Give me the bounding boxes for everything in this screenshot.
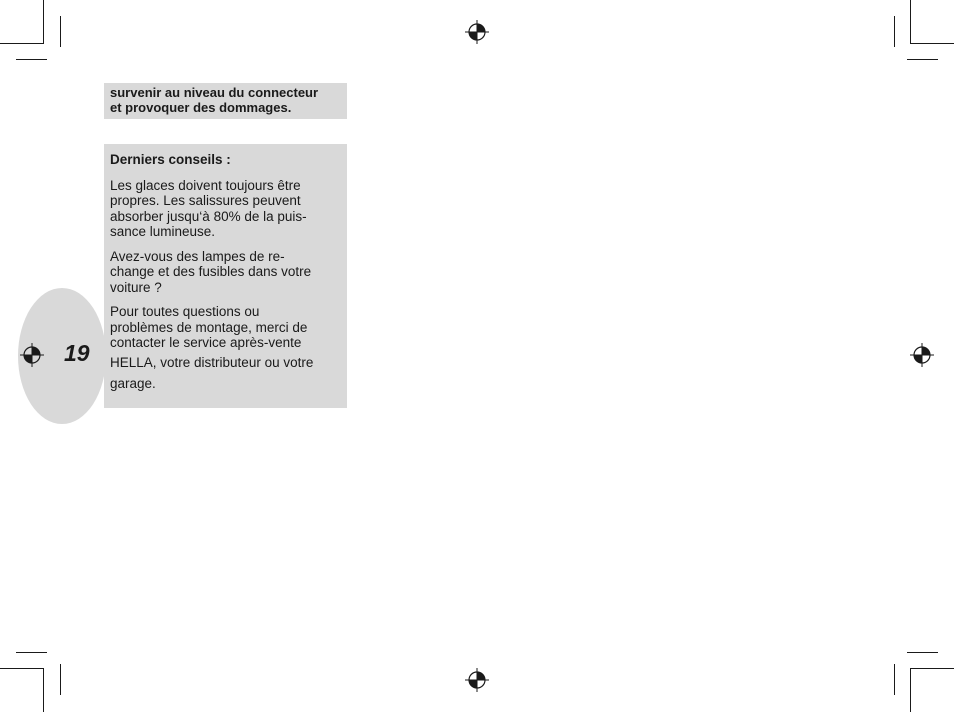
crop-mark [0, 43, 44, 44]
tip-paragraph [110, 249, 337, 296]
tip-paragraph [110, 178, 337, 240]
crop-mark [910, 668, 954, 669]
registration-mark-icon [20, 343, 44, 367]
crop-mark [43, 0, 44, 44]
crop-mark [907, 59, 938, 60]
text-line: voiture ? [110, 279, 162, 295]
registration-mark-icon [465, 20, 489, 44]
crop-mark [60, 16, 61, 47]
registration-mark-icon [465, 668, 489, 692]
text-line: Pour toutes questions ou [110, 304, 260, 319]
crop-mark [907, 652, 938, 653]
text-line: Avez-vous des lampes de re- [110, 248, 285, 264]
tips-heading: Derniers conseils : [110, 152, 231, 167]
crop-mark [16, 59, 47, 60]
crop-mark [910, 43, 954, 44]
text-line: change et des fusibles dans votre [110, 264, 312, 279]
crop-mark [894, 664, 895, 695]
warning-box [104, 83, 347, 119]
crop-mark [0, 668, 44, 669]
crop-mark [43, 668, 44, 712]
text-line: contacter le service après-vente [110, 335, 302, 350]
text-line: HELLA, votre distributeur ou votre [110, 354, 314, 370]
registration-mark-icon [910, 343, 934, 367]
text-line: propres. Les salissures peuvent [110, 193, 301, 208]
crop-mark [16, 652, 47, 653]
warning-line: survenir au niveau du connecteur [110, 85, 319, 100]
text-line: absorber jusqu‘à 80% de la puis- [110, 208, 307, 224]
crop-mark [910, 0, 911, 44]
crop-mark [910, 668, 911, 712]
text-line: Les glaces doivent toujours être [110, 177, 301, 193]
page-number: 19 [64, 340, 90, 366]
crop-mark [60, 664, 61, 695]
text-line: sance lumineuse. [110, 224, 216, 239]
text-line: garage. [110, 375, 156, 391]
tips-box [104, 144, 347, 408]
tip-paragraph [110, 304, 337, 393]
text-line: problèmes de montage, merci de [110, 319, 308, 335]
crop-mark [894, 16, 895, 47]
warning-line: et provoquer des dommages. [110, 100, 292, 115]
